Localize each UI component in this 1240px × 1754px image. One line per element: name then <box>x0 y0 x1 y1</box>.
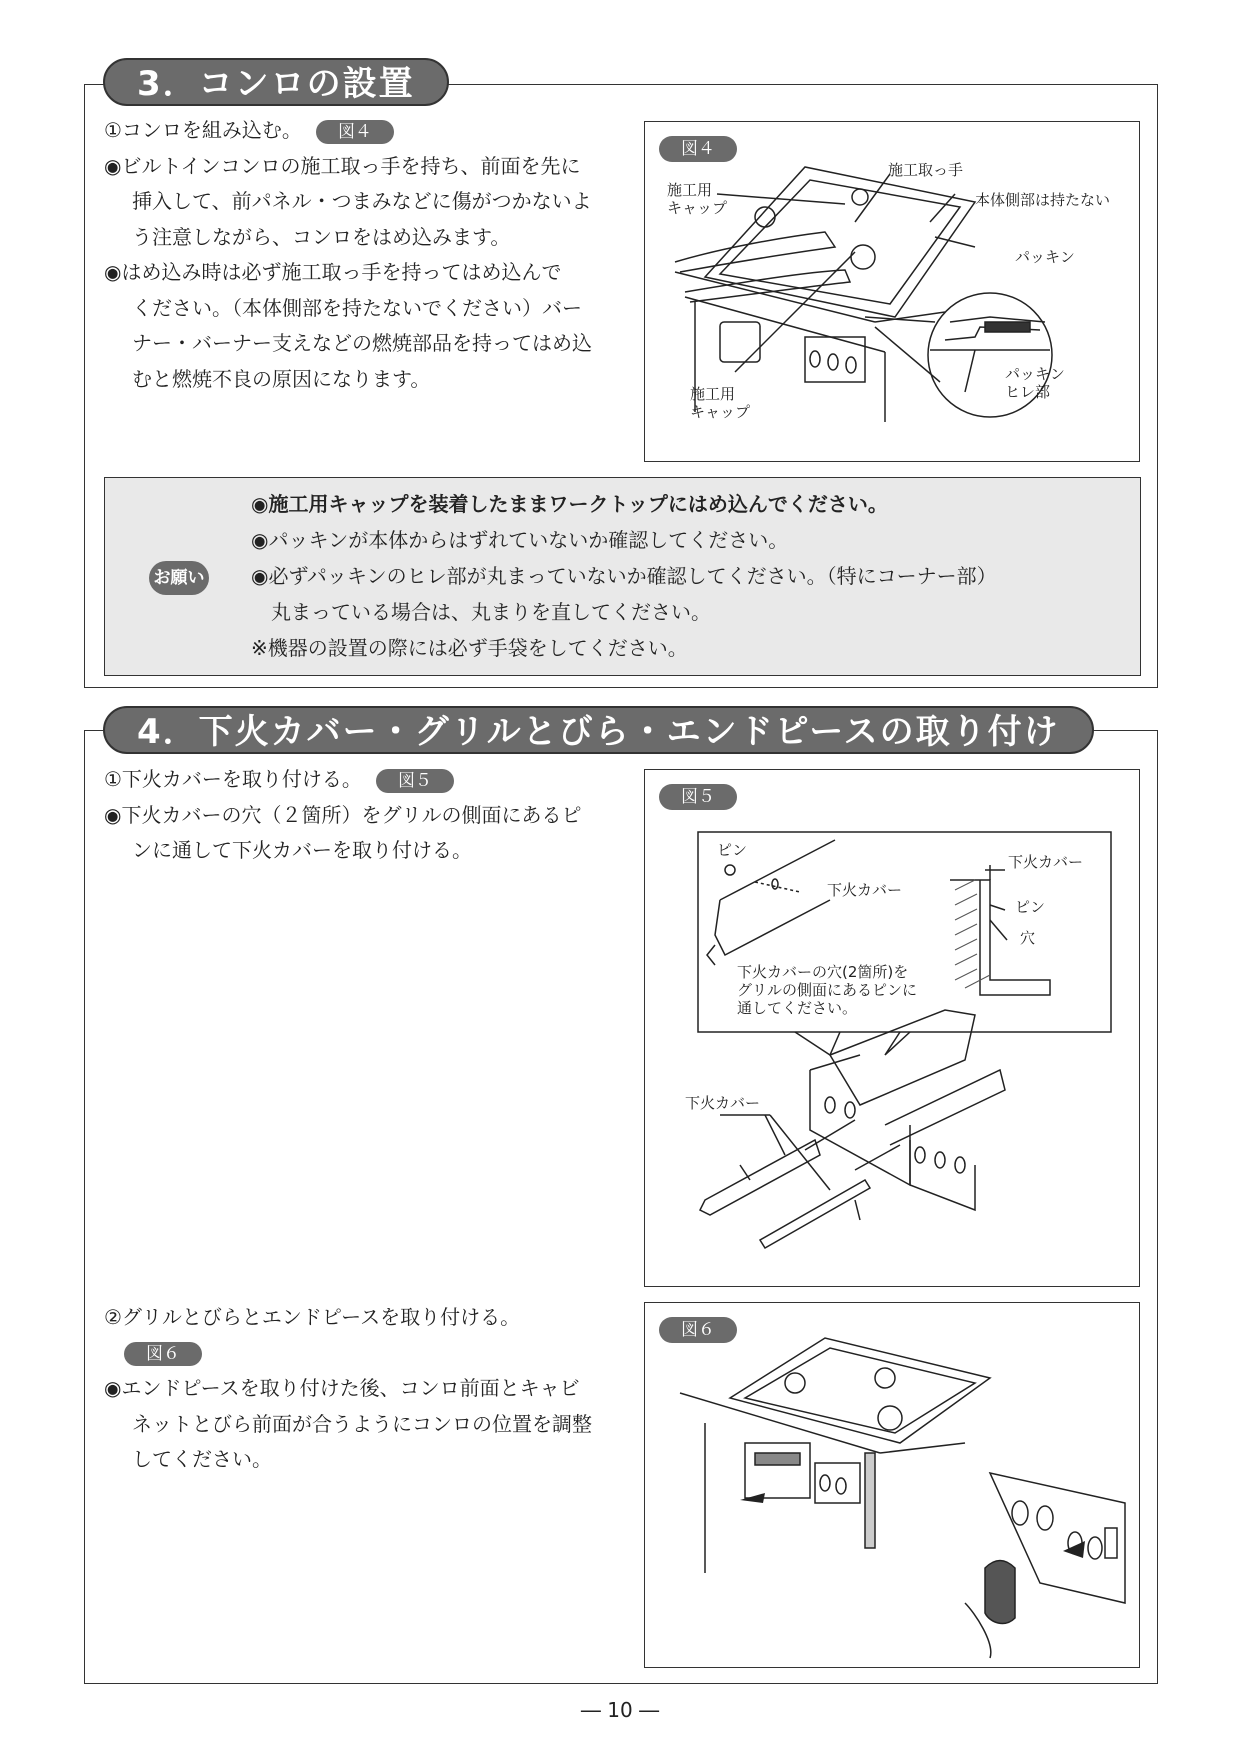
page-number: ― 10 ― <box>580 1698 660 1722</box>
fig5-inst-3: 通してください。 <box>737 999 858 1017</box>
fig4-ref-badge: 図４ <box>316 120 394 144</box>
request-note-lines <box>251 486 997 666</box>
fig5-inst-1: 下火カバーの穴(2箇所)を <box>737 963 909 981</box>
fig4-cap-top-label-2: キャップ <box>667 199 728 217</box>
fig5-ref-badge: 図５ <box>376 769 454 793</box>
bullet2-line1: ◉はめ込み時は必ず施工取っ手を持ってはめ込んで <box>104 260 562 284</box>
fig4-illustration <box>645 122 1141 463</box>
bullet1-line1: ◉ビルトインコンロの施工取っ手を持ち、前面を先に <box>104 153 581 178</box>
note-line5: ※機器の設置の際には必ず手袋をしてください。 <box>251 636 688 660</box>
fig6-ref-badge: 図６ <box>124 1342 202 1366</box>
fig4-handle-label: 施工取っ手 <box>888 161 964 179</box>
bullet2-line2: ください。（本体側部を持たないでください）バー <box>132 295 582 320</box>
note-line4: 丸まっている場合は、丸まりを直してください。 <box>271 600 711 624</box>
figure-6 <box>644 1302 1140 1668</box>
fig5-cover-label: 下火カバー <box>827 881 903 899</box>
s4-step2-text: ②グリルとびらとエンドピースを取り付ける。 <box>104 1305 521 1329</box>
fig6-illustration <box>645 1303 1141 1669</box>
s4-bullet1-line1: ◉下火カバーの穴（２箇所）をグリルの側面にあるピ <box>104 802 582 827</box>
fig5-cover-right-label: 下火カバー <box>1008 853 1084 871</box>
fig5-pin-right-label: ピン <box>1015 898 1046 916</box>
bullet2-line4: むと燃焼不良の原因になります。 <box>132 366 431 391</box>
bullet1-line2: 挿入して、前パネル・つまみなどに傷がつかないよ <box>132 189 592 213</box>
figure-5 <box>644 769 1140 1287</box>
fig4-cap-bottom-label-1: 施工用 <box>690 385 736 403</box>
bullet2-line3: ナー・バーナー支えなどの燃焼部品を持ってはめ込 <box>132 331 592 355</box>
fig5-cover-bottom-label: 下火カバー <box>685 1094 761 1112</box>
s4-bullet2 <box>104 1371 592 1478</box>
note-line3: ◉必ずパッキンのヒレ部が丸まっていないか確認してください。（特にコーナー部） <box>251 564 997 588</box>
fig5-pin-label: ピン <box>717 841 748 859</box>
fig4-packing-fin-2: ヒレ部 <box>1005 383 1051 401</box>
fig4-packing-fin-1: パッキン <box>1005 365 1065 383</box>
s4-step1-text: ①下火カバーを取り付ける。 <box>104 767 362 791</box>
s4-bullet2-line2: ネットとびら前面が合うようにコンロの位置を調整 <box>132 1411 592 1436</box>
s4-step2-ref-line <box>104 1336 592 1372</box>
section3-title: 3．コンロの設置 <box>103 58 449 106</box>
fig5-inst-2: グリルの側面にあるピンに <box>737 981 918 999</box>
note-line2: ◉パッキンが本体からはずれていないか確認してください。 <box>251 528 789 552</box>
fig5-label: 図５ <box>659 784 737 810</box>
s4-bullet1 <box>104 798 581 869</box>
s4-bullet2-line3: してください。 <box>132 1447 272 1471</box>
fig4-cap-bottom-label-2: キャップ <box>690 403 751 421</box>
fig5-illustration <box>645 770 1141 1288</box>
fig5-hole-label: 穴 <box>1020 929 1036 947</box>
fig4-packing-label: パッキン <box>1015 248 1075 266</box>
bullet1-line3: う注意しながら、コンロをはめ込みます。 <box>132 224 511 249</box>
fig4-side-note: 本体側部は持たない <box>975 191 1111 209</box>
figure-4 <box>644 121 1140 462</box>
step1-line <box>104 113 592 149</box>
fig4-label: 図４ <box>659 136 737 162</box>
request-note-box <box>104 477 1141 676</box>
section3-text <box>104 113 592 397</box>
section4-text-b <box>104 1300 592 1478</box>
section4-text-a <box>104 762 581 869</box>
fig4-cap-top-label-1: 施工用 <box>667 181 713 199</box>
bullet1 <box>104 149 592 256</box>
step1-text: ①コンロを組み込む。 <box>104 118 302 142</box>
request-badge: お願い <box>149 561 209 595</box>
fig6-label: 図６ <box>659 1317 737 1343</box>
bullet2 <box>104 255 592 397</box>
s4-step1-line <box>104 762 581 798</box>
s4-bullet1-line2: ンに通して下火カバーを取り付ける。 <box>132 838 472 862</box>
s4-bullet2-line1: ◉エンドピースを取り付けた後、コンロ前面とキャビ <box>104 1376 580 1400</box>
section4-title: 4．下火カバー・グリルとびら・エンドピースの取り付け <box>103 706 1094 754</box>
note-line1: ◉施工用キャップを装着したままワークトップにはめ込んでください。 <box>251 492 888 516</box>
